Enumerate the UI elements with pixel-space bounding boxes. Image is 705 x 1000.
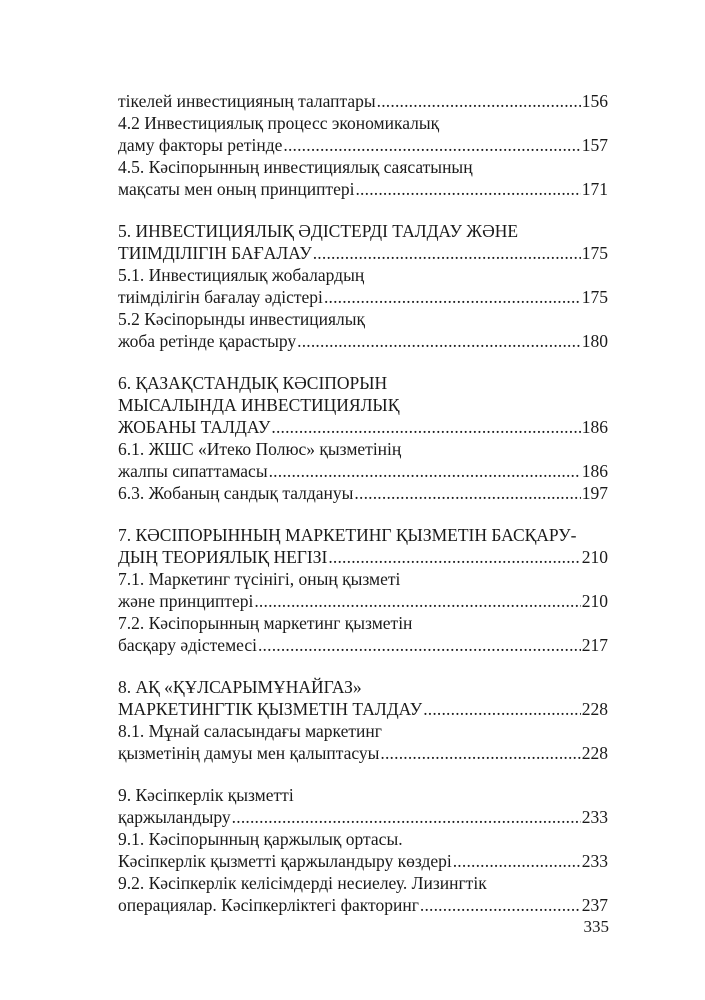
toc-entry-page: 156 xyxy=(581,91,608,111)
dot-leader xyxy=(453,850,581,872)
page-number: 335 xyxy=(583,917,609,936)
toc-entry-page: 186 xyxy=(581,417,608,437)
toc-entry-page: 233 xyxy=(581,807,608,827)
toc-chapter-heading xyxy=(118,546,608,568)
toc-section xyxy=(118,676,608,764)
dot-leader xyxy=(269,460,581,482)
toc-chapter-heading xyxy=(118,394,608,416)
toc-chapter-heading xyxy=(118,416,608,438)
toc-entry-page: 175 xyxy=(581,287,608,307)
toc-section xyxy=(118,524,608,656)
toc-entry-text: даму факторы ретінде xyxy=(118,135,283,155)
toc-entry-text: 5.1. Инвестициялық жобалардың xyxy=(118,265,365,285)
toc-entry xyxy=(118,330,608,352)
toc-entry xyxy=(118,134,608,156)
toc-entry-text: МАРКЕТИНГТІК ҚЫЗМЕТІН ТАЛДАУ xyxy=(118,699,423,719)
toc-entry xyxy=(118,156,608,178)
toc-chapter-heading xyxy=(118,524,608,546)
toc-entry-text: 5. ИНВЕСТИЦИЯЛЫҚ ӘДІСТЕРДІ ТАЛДАУ ЖӘНЕ xyxy=(118,221,519,241)
dot-leader xyxy=(420,894,581,916)
toc-entry-page: 237 xyxy=(581,895,608,915)
toc-entry-text: жоба ретінде қарастыру xyxy=(118,331,297,351)
toc-entry-text: ТИІМДІЛІГІН БАҒАЛАУ xyxy=(118,243,312,263)
dot-leader xyxy=(254,590,580,612)
toc-section xyxy=(118,784,608,916)
toc-entry-page: 228 xyxy=(581,699,608,719)
toc-entry-text: 6.1. ЖШС «Итеко Полюс» қызметінің xyxy=(118,439,402,459)
toc-entry-text: ЖОБАНЫ ТАЛДАУ xyxy=(118,417,271,437)
toc-entry xyxy=(118,90,608,112)
table-of-contents xyxy=(118,90,608,936)
toc-entry-page: 186 xyxy=(581,461,608,481)
toc-entry-text: 4.5. Кәсіпорынның инвестициялық саясатының xyxy=(118,157,473,177)
toc-entry-text: тікелей инвестицияның талаптары xyxy=(118,91,376,111)
dot-leader xyxy=(328,546,580,568)
toc-entry xyxy=(118,264,608,286)
toc-chapter-heading xyxy=(118,698,608,720)
toc-entry xyxy=(118,894,608,916)
toc-entry-text: қызметінің дамуы мен қалыптасуы xyxy=(118,743,380,763)
toc-chapter-heading xyxy=(118,372,608,394)
toc-entry-text: 5.2 Кәсіпорынды инвестициялық xyxy=(118,309,365,329)
toc-entry-text: ДЫҢ ТЕОРИЯЛЫҚ НЕГІЗІ xyxy=(118,547,328,567)
toc-entry-text: 7. КӘСІПОРЫННЫҢ МАРКЕТИНГ ҚЫЗМЕТІН БАСҚАРУ- xyxy=(118,525,577,545)
dot-leader xyxy=(377,90,581,112)
toc-entry-text: 9.2. Кәсіпкерлік келісімдерді несиелеу. Лизингтік xyxy=(118,873,487,893)
toc-entry-page: 228 xyxy=(581,743,608,763)
toc-chapter-heading xyxy=(118,784,608,806)
toc-entry xyxy=(118,568,608,590)
toc-entry xyxy=(118,720,608,742)
toc-entry xyxy=(118,460,608,482)
toc-chapter-heading xyxy=(118,220,608,242)
toc-entry xyxy=(118,850,608,872)
toc-entry-text: МЫСАЛЫНДА ИНВЕСТИЦИЯЛЫҚ xyxy=(118,395,400,415)
dot-leader xyxy=(232,806,581,828)
toc-entry xyxy=(118,438,608,460)
toc-entry-text: мақсаты мен оның принциптері xyxy=(118,179,355,199)
toc-entry-text: операциялар. Кәсіпкерліктегі факторинг xyxy=(118,895,419,915)
toc-section xyxy=(118,220,608,352)
toc-entry xyxy=(118,112,608,134)
toc-entry-page: 217 xyxy=(581,635,608,655)
toc-chapter-heading xyxy=(118,676,608,698)
dot-leader xyxy=(271,416,580,438)
dot-leader xyxy=(423,698,581,720)
toc-entry xyxy=(118,828,608,850)
toc-chapter-heading xyxy=(118,806,608,828)
toc-entry-page: 175 xyxy=(581,243,608,263)
toc-entry-text: және принциптері xyxy=(118,591,254,611)
toc-entry xyxy=(118,178,608,200)
toc-entry-text: 7.1. Маркетинг түсінігі, оның қызметі xyxy=(118,569,401,589)
toc-entry-text: қаржыландыру xyxy=(118,807,231,827)
toc-entry xyxy=(118,590,608,612)
toc-entry-text: 8.1. Мұнай саласындағы маркетинг xyxy=(118,721,382,741)
toc-entry-text: 8. АҚ «ҚҰЛСАРЫМҰНАЙГАЗ» xyxy=(118,677,362,697)
toc-entry-text: 7.2. Кәсіпорынның маркетинг қызметін xyxy=(118,613,413,633)
dot-leader xyxy=(297,330,581,352)
toc-entry xyxy=(118,482,608,504)
dot-leader xyxy=(258,634,581,656)
toc-entry-text: 9.1. Кәсіпорынның қаржылық ортасы. xyxy=(118,829,403,849)
dot-leader xyxy=(283,134,580,156)
toc-entry-page: 233 xyxy=(581,851,608,871)
toc-section xyxy=(118,90,608,200)
toc-entry-text: Кәсіпкерлік қызметті қаржыландыру көздері xyxy=(118,851,452,871)
toc-entry-page: 157 xyxy=(581,135,608,155)
toc-entry-text: тиімділігін бағалау әдістері xyxy=(118,287,323,307)
dot-leader xyxy=(313,242,581,264)
toc-entry xyxy=(118,634,608,656)
toc-entry-text: 4.2 Инвестициялық процесс экономикалық xyxy=(118,113,440,133)
toc-entry-text: жалпы сипаттамасы xyxy=(118,461,268,481)
toc-entry-page: 197 xyxy=(581,483,608,503)
toc-entry xyxy=(118,308,608,330)
toc-entry xyxy=(118,872,608,894)
toc-chapter-heading xyxy=(118,242,608,264)
toc-entry-text: басқару әдістемесі xyxy=(118,635,257,655)
dot-leader xyxy=(380,742,580,764)
dot-leader xyxy=(324,286,581,308)
dot-leader xyxy=(355,178,580,200)
toc-entry-page: 171 xyxy=(581,179,608,199)
toc-entry-text: 6.3. Жобаның сандық талдануы xyxy=(118,483,354,503)
toc-entry-text: 9. Кәсіпкерлік қызметті xyxy=(118,785,294,805)
toc-entry-page: 210 xyxy=(581,591,608,611)
toc-entry-page: 180 xyxy=(581,331,608,351)
toc-entry-page: 210 xyxy=(581,547,608,567)
toc-entry xyxy=(118,612,608,634)
toc-entry xyxy=(118,286,608,308)
toc-entry xyxy=(118,742,608,764)
toc-section xyxy=(118,372,608,504)
toc-entry-text: 6. ҚАЗАҚСТАНДЫҚ КӘСІПОРЫН xyxy=(118,373,388,393)
dot-leader xyxy=(354,482,580,504)
